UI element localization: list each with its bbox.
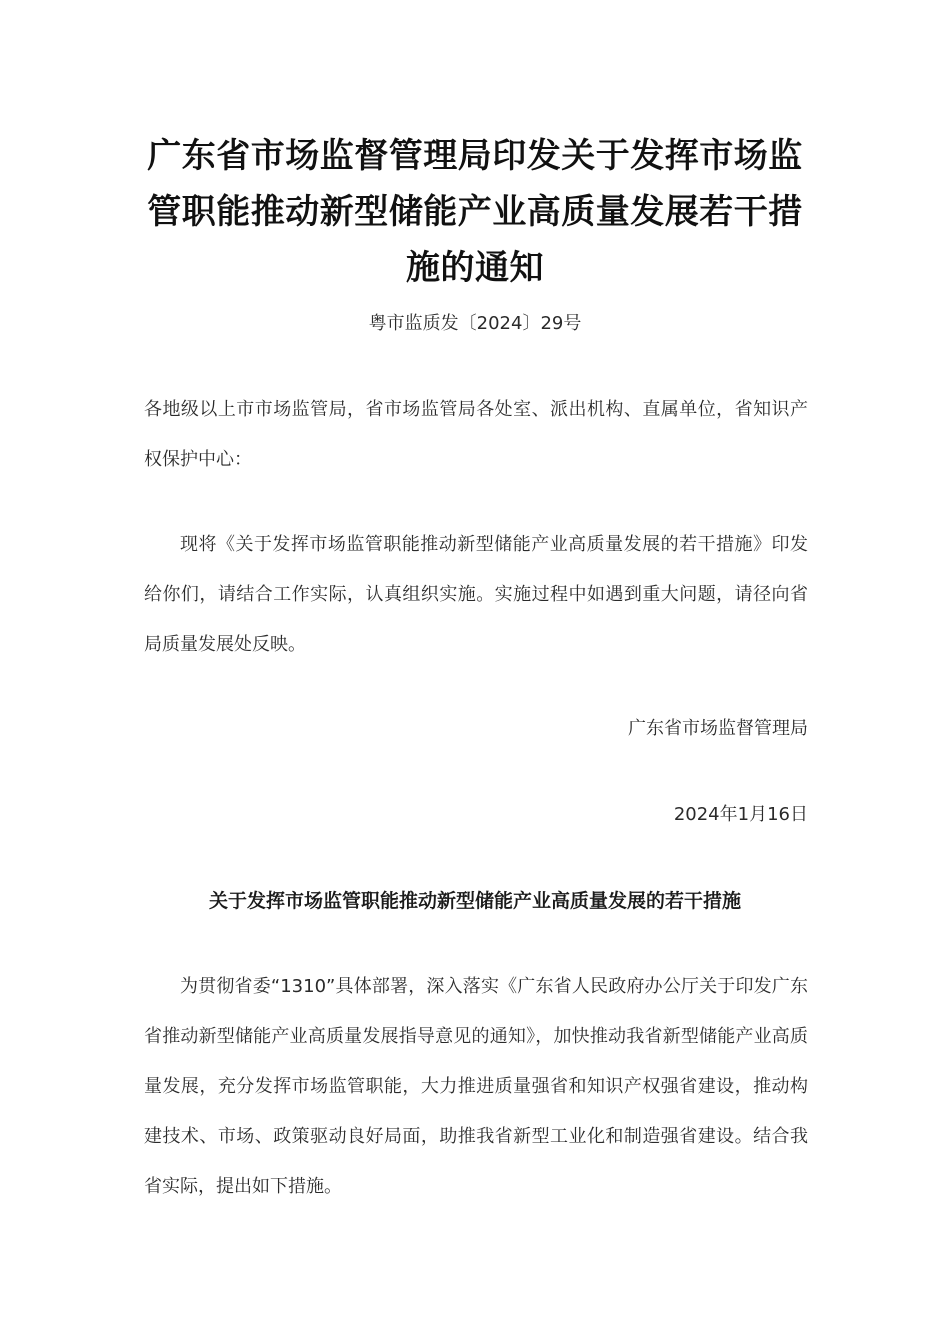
- document-number: 粤市监质发〔2024〕29号: [368, 313, 582, 334]
- addressee-paragraph: 各地级以上市市场监管局，省市场监管局各处室、派出机构、直属单位，省知识产权保护中心：: [144, 399, 808, 470]
- measures-intro-paragraph: 为贯彻省委“1310”具体部署，深入落实《广东省人民政府办公厅关于印发广东省推动新型储能产业高质量发展指导意见的通知》，加快推动我省新型储能产业高质量发展，充分发挥市场监管职能，大力推进质量强省和知识产权强省建设，推动构建技术、市场、政策驱动良好局面，助推我省新型工业化和制造强省建设。结合我省实际，提出如下措施。: [144, 976, 808, 1197]
- measures-title: 关于发挥市场监管职能推动新型储能产业高质量发展的若干措施: [208, 890, 741, 912]
- document-title: 广东省市场监督管理局印发关于发挥市场监管职能推动新型储能产业高质量发展若干措施的通知: [147, 136, 803, 288]
- issuer-signature: 广东省市场监督管理局: [628, 718, 808, 739]
- notice-body-paragraph: 现将《关于发挥市场监管职能推动新型储能产业高质量发展的若干措施》印发给你们，请结合工作实际，认真组织实施。实施过程中如遇到重大问题，请径向省局质量发展处反映。: [144, 534, 808, 655]
- issue-date: 2024年1月16日: [673, 804, 808, 825]
